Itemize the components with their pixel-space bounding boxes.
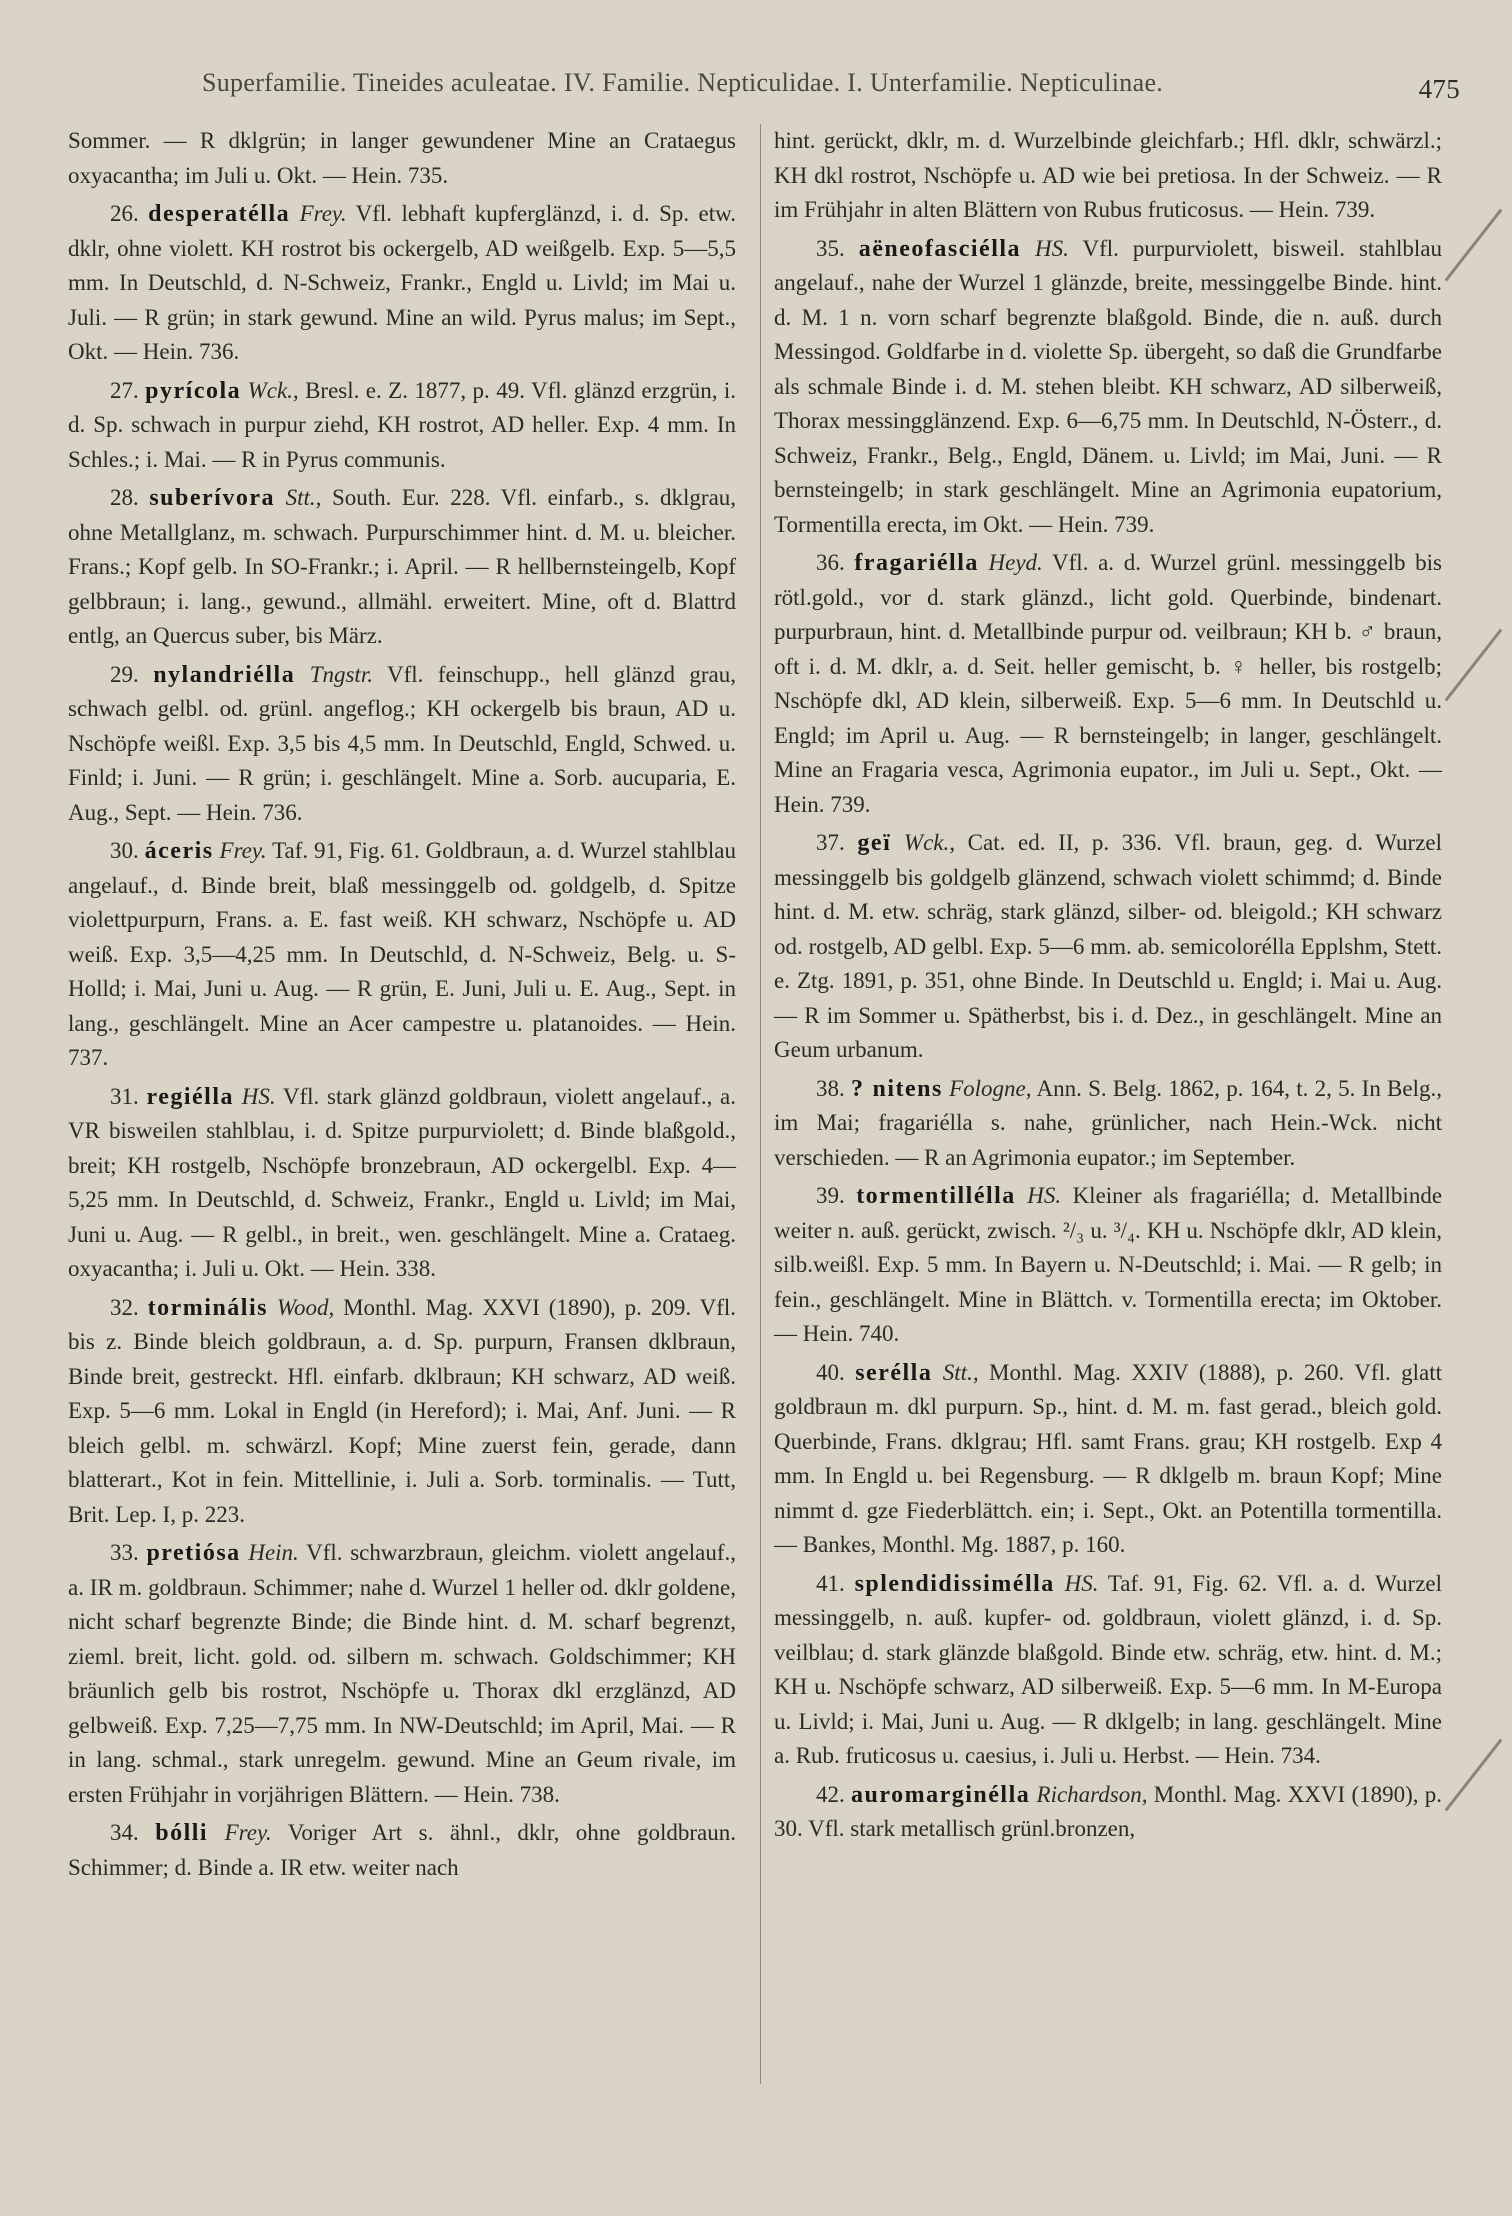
- pencil-mark: [1445, 629, 1503, 702]
- entry-number: 37.: [816, 830, 845, 855]
- pencil-mark: [1445, 1739, 1503, 1812]
- author-name: Stt.,: [942, 1359, 979, 1385]
- species-entry: [774, 826, 1442, 1068]
- entry-number: 28.: [110, 485, 139, 510]
- continued-text: hint. gerückt, dklr, m. d. Wurzelbinde gleichfarb.; Hfl. dklr, schwärzl.; KH dkl rostrot, Nschöpfe u. AD wie bei pretiosa. In der Schweiz. — R im Frühjahr in alten Blättern von Rubus fruticosus. — Hein. 739.: [774, 128, 1442, 222]
- entry-number: 38.: [816, 1075, 845, 1101]
- species-entry: [68, 1291, 736, 1533]
- entry-text: Vfl. feinschupp., hell glänzd grau, schwach gelbl. od. grünl. angeflog.; KH ockergelb bis braun, AD u. Nschöpfe weißl. Exp. 3,5 bis 4,5 mm. In Deutschld, Engld, Schwed. u. Finld; i. Juni. — R grün; i. geschlängelt. Mine a. Sorb. aucuparia, E. Aug., Sept. — Hein. 736.: [68, 661, 737, 825]
- page-number: 475: [1418, 74, 1460, 104]
- species-entry: [774, 124, 1442, 228]
- author-name: Hein.: [248, 1540, 299, 1565]
- continued-text: Sommer. — R dklgrün; in langer gewundener Mine an Crataegus oxyacantha; im Juli u. Okt. — Hein. 735.: [68, 128, 736, 188]
- author-name: Wood,: [276, 1294, 335, 1320]
- entry-text: South. Eur. 228. Vfl. einfarb., s. dklgrau, ohne Metallglanz, m. schwach. Purpurschimmer hint. d. M. u. bleicher. Frans.; Kopf gelb. In SO-Frankr.; i. April. — R hellbernsteingelb, Kopf gelbbraun; i. lang., gewund., allmähl. erweitert. Mine, oft d. Blattrd entlg, an Quercus suber, bis März.: [68, 485, 737, 648]
- author-name: HS.: [1027, 1183, 1062, 1208]
- species-name: tormentillélla: [856, 1183, 1016, 1209]
- species-name: auromarginélla: [851, 1781, 1031, 1808]
- author-name: Fologne,: [949, 1075, 1032, 1101]
- species-name: nylandriélla: [153, 661, 296, 688]
- species-entry: [68, 834, 736, 1076]
- entry-number: 36.: [816, 550, 845, 575]
- entry-number: 29.: [110, 661, 139, 687]
- species-name: torminális: [147, 1294, 268, 1321]
- entry-text: Monthl. Mag. XXIV (1888), p. 260. Vfl. glatt goldbraun m. dkl purpurn. Sp., hint. d. M. m. fast gerad., bleich gold. Querbinde, Frans. dklgrau; Hfl. samt Frans. grau; KH rostgelb. Exp 4 mm. In Engld u. bei Regensburg. — R dklgelb m. braun Kopf; Mine nimmt d. gze Fiederblättch. ein; i. Sept., Okt. an Potentilla tormentilla. — Bankes, Monthl. Mg. 1887, p. 160.: [774, 1359, 1443, 1557]
- entry-text: Kleiner als fragariélla; d. Metallbinde weiter n. auß. gerückt, zwisch. ²/₃ u. ³/₄. KH u. Nschöpfe dklr, AD klein, silb.weißl. Exp. 5 mm. In Bayern u. N-Deutschld; i. Mai. — R gelb; in fein., geschlängelt. Mine in Blättch. v. Tormentilla erecta; im Oktober. — Hein. 740.: [774, 1183, 1443, 1346]
- species-name: pretiósa: [146, 1540, 241, 1566]
- entry-text: Bresl. e. Z. 1877, p. 49. Vfl. glänzd erzgrün, i. d. Sp. schwach in purpur ziehd, KH rostrot, AD heller. Exp. 4 mm. In Schles.; i. Mai. — R in Pyrus communis.: [68, 377, 737, 472]
- entry-text: Vfl. stark glänzd goldbraun, violett angelauf., a. VR bisweilen stahlblau, i. d. Spitze purpurviolett; d. Binde blaßgold., breit; KH rostgelb, Nschöpfe bronzebraun, AD ockergelbl. Exp. 4—5,25 mm. In Deutschld, d. Schweiz, Frankr., Engld u. Livld; im Mai, Juni u. Aug. — R gelbl., in breit., wen. geschlängelt. Mine a. Crataeg. oxyacantha; i. Juli u. Okt. — Hein. 338.: [68, 1083, 736, 1281]
- pencil-mark: [1445, 209, 1503, 282]
- author-name: Frey.: [219, 838, 267, 863]
- species-entry: [774, 1072, 1442, 1176]
- species-name: ? nitens: [851, 1075, 943, 1102]
- entry-text: Monthl. Mag. XXVI (1890), p. 209. Vfl. bis z. Binde bleich goldbraun, a. d. Sp. purpurn, Fransen dklbraun, Binde breit, gestreckt. Hfl. einfarb. dklbraun; KH schwarz, AD weiß. Exp. 5—6 mm. Lokal in Engld (in Hereford); i. Mai, Anf. Juni. — R bleich gelbl. m. schwärzl. Kopf; Mine zuerst fein, gerade, dann blatterart., Kot in fein. Mittellinie, i. Juli a. Sorb. torminalis. — Tutt, Brit. Lep. I, p. 223.: [68, 1294, 736, 1527]
- entry-number: 32.: [110, 1294, 139, 1320]
- entry-text: Ann. S. Belg. 1862, p. 164, t. 2, 5. In Belg., im Mai; fragariélla s. nahe, grünlicher, nach Hein.-Wck. nicht verschieden. — R an Agrimonia eupator.; im September.: [774, 1075, 1442, 1170]
- entry-number: 40.: [816, 1359, 845, 1385]
- species-entry: [68, 197, 736, 370]
- entry-number: 39.: [816, 1183, 845, 1208]
- entry-number: 30.: [110, 838, 139, 863]
- left-column: [68, 124, 736, 1889]
- author-name: Heyd.: [988, 550, 1043, 575]
- species-entry: [774, 1179, 1442, 1352]
- species-entry: [774, 1356, 1442, 1563]
- entry-number: 31.: [110, 1083, 139, 1109]
- species-entry: [774, 1778, 1442, 1847]
- species-entry: [68, 658, 736, 831]
- author-name: HS.: [1064, 1570, 1099, 1596]
- author-name: Wck.,: [247, 377, 299, 403]
- species-name: aëneofasciélla: [858, 235, 1022, 262]
- entry-text: Taf. 91, Fig. 62. Vfl. a. d. Wurzel messinggelb, n. auß. kupfer- od. goldbraun, violett glänzd, i. d. Sp. veilblau; d. stark glänzde blaßgold. Binde etw. schräg, etw. hint. d. M.; KH u. Nschöpfe schwarz, AD silberweiß. Exp. 5—6 mm. In M-Europa u. Livld; i. Mai, Juni u. Aug. — R dklgelb; in lang. geschlängelt. Mine a. Rub. fruticosus u. caesius, i. Juli u. Herbst. — Hein. 734.: [774, 1570, 1443, 1768]
- entry-text: Vfl. lebhaft kupferglänzd, i. d. Sp. etw. dklr, ohne violett. KH rostrot bis ockergelb, AD weißgelb. Exp. 5—5,5 mm. In Deutschld, d. N-Schweiz, Frankr., Engld u. Livld; im Mai u. Juli. — R grün; in stark gewund. Mine an wild. Pyrus malus; im Sept., Okt. — Hein. 736.: [68, 201, 736, 364]
- author-name: HS.: [241, 1083, 276, 1109]
- species-name: suberívora: [149, 485, 275, 511]
- entry-number: 41.: [816, 1570, 845, 1596]
- author-name: Tngstr.: [309, 661, 373, 687]
- species-name: regiélla: [146, 1083, 234, 1110]
- entry-number: 26.: [110, 201, 139, 226]
- species-name: bólli: [155, 1820, 209, 1846]
- species-entry: [68, 124, 736, 193]
- entry-number: 33.: [110, 1540, 139, 1565]
- species-entry: [774, 232, 1442, 543]
- species-name: fragariélla: [854, 550, 979, 576]
- page-header: [190, 60, 1460, 110]
- species-name: geï: [857, 830, 892, 856]
- right-column: [774, 124, 1442, 1851]
- entry-number: 34.: [110, 1820, 139, 1845]
- entry-number: 42.: [816, 1781, 845, 1807]
- author-name: Stt.,: [285, 485, 322, 510]
- species-entry: [68, 374, 736, 478]
- entry-text: Voriger Art s. ähnl., dklr, ohne goldbraun. Schimmer; d. Binde a. IR etw. weiter nach: [68, 1820, 737, 1880]
- author-name: Wck.,: [903, 830, 955, 855]
- species-entry: [774, 1567, 1442, 1774]
- species-entry: [68, 1816, 736, 1885]
- species-name: desperatélla: [148, 201, 291, 227]
- entry-number: 35.: [816, 235, 845, 261]
- column-divider: [760, 124, 761, 2084]
- species-name: serélla: [855, 1359, 933, 1386]
- running-head: Superfamilie. Tineides aculeatae. IV. Familie. Nepticulidae. I. Unterfamilie. Nepticulinae.: [202, 68, 1164, 97]
- entry-text: Monthl. Mag. XXVI (1890), p. 30. Vfl. stark metallisch grünl.bronzen,: [774, 1781, 1443, 1841]
- entry-text: Vfl. schwarzbraun, gleichm. violett angelauf., a. IR m. goldbraun. Schimmer; nahe d. Wurzel 1 heller od. dklr goldene, nicht scharf begrenzte Binde; die Binde hint. d. M. scharf begrenzt, zieml. breit, licht. gold. od. silbern m. schwach. Goldschimmer; KH bräunlich gelb bis rostrot, Nschöpfe u. Thorax dkl erzglänzd, AD gelbweiß. Exp. 7,25—7,75 mm. In NW-Deutschld; im April, Mai. — R in lang. schmal., stark unregelm. gewund. Mine an Geum rivale, im ersten Frühjahr in vorjährigen Blättern. — Hein. 738.: [68, 1540, 736, 1807]
- entry-text: Vfl. a. d. Wurzel grünl. messinggelb bis rötl.gold., vor d. stark glänzd., licht gold. Querbinde, bindenart. purpurbraun, hint. d. Metallbinde purpur od. veilbraun; KH b. ♂ braun, oft i. d. M. dklr, a. d. Seit. heller gemischt, b. ♀ heller, bis rostgelb; Nschöpfe dkl, AD klein, silberweiß. Exp. 5—6 mm. In Deutschld u. Engld; im April u. Aug. — R bernsteingelb; in langer, geschlängelt. Mine an Fragaria vesca, Agrimonia eupator., im Juli u. Sept., Okt. — Hein. 739.: [774, 550, 1443, 817]
- author-name: Frey.: [224, 1820, 272, 1845]
- species-entry: [68, 481, 736, 654]
- entry-text: Vfl. purpurviolett, bisweil. stahlblau angelauf., nahe der Wurzel 1 glänzde, breite, messinggelbe Binde. hint. d. M. 1 n. vorn scharf begrenzte blaßgold. Binde, die n. auß. durch Messingod. Goldfarbe in d. violette Sp. übergeht, so daß die Grundfarbe als schmale Binde i. d. M. stehen bleibt. KH schwarz, AD silberweiß, Thorax messingglänzend. Exp. 6—6,75 mm. In Deutschld, N-Österr., d. Schweiz, Frankr., Belg., Engld, Dänem. u. Livld; im Mai, Juni. — R bernsteingelb; in stark geschlängelt. Mine an Agrimonia eupatorium, Tormentilla erecta, im Okt. — Hein. 739.: [774, 235, 1442, 537]
- species-name: pyrícola: [145, 377, 242, 404]
- species-entry: [68, 1080, 736, 1287]
- entry-number: 27.: [110, 377, 139, 403]
- species-entry: [774, 546, 1442, 822]
- author-name: HS.: [1035, 235, 1069, 261]
- species-name: áceris: [144, 838, 214, 864]
- author-name: Frey.: [299, 201, 347, 226]
- species-entry: [68, 1536, 736, 1812]
- entry-text: Taf. 91, Fig. 61. Goldbraun, a. d. Wurzel stahlblau angelauf., d. Binde breit, blaß messinggelb od. goldgelb, d. Spitze violettpurpurn, Frans. a. E. fast weiß. KH schwarz, Nschöpfe u. AD weiß. Exp. 3,5—4,25 mm. In Deutschld, d. N-Schweiz, Belg. u. S-Holld; i. Mai, Juni u. Aug. — R grün, E. Juni, Juli u. E. Aug., Sept. in lang., geschlängelt. Mine an Acer campestre u. platanoides. — Hein. 737.: [68, 838, 737, 1070]
- author-name: Richardson,: [1036, 1781, 1148, 1807]
- entry-text: Cat. ed. II, p. 336. Vfl. braun, geg. d. Wurzel messinggelb bis goldgelb glänzend, schwach violett schimmd; d. Binde hint. d. M. etw. schräg, stark glänzd, silber- od. bleigold.; KH schwarz od. rostgelb, AD gelbl. Exp. 5—6 mm. ab. semicolorélla Epplshm, Stett. e. Ztg. 1891, p. 351, ohne Binde. In Deutschld u. Engld; i. Mai u. Aug. — R im Sommer u. Spätherbst, bis i. d. Dez., in geschlängelt. Mine an Geum urbanum.: [774, 830, 1443, 1062]
- species-name: splendidissimélla: [854, 1570, 1055, 1597]
